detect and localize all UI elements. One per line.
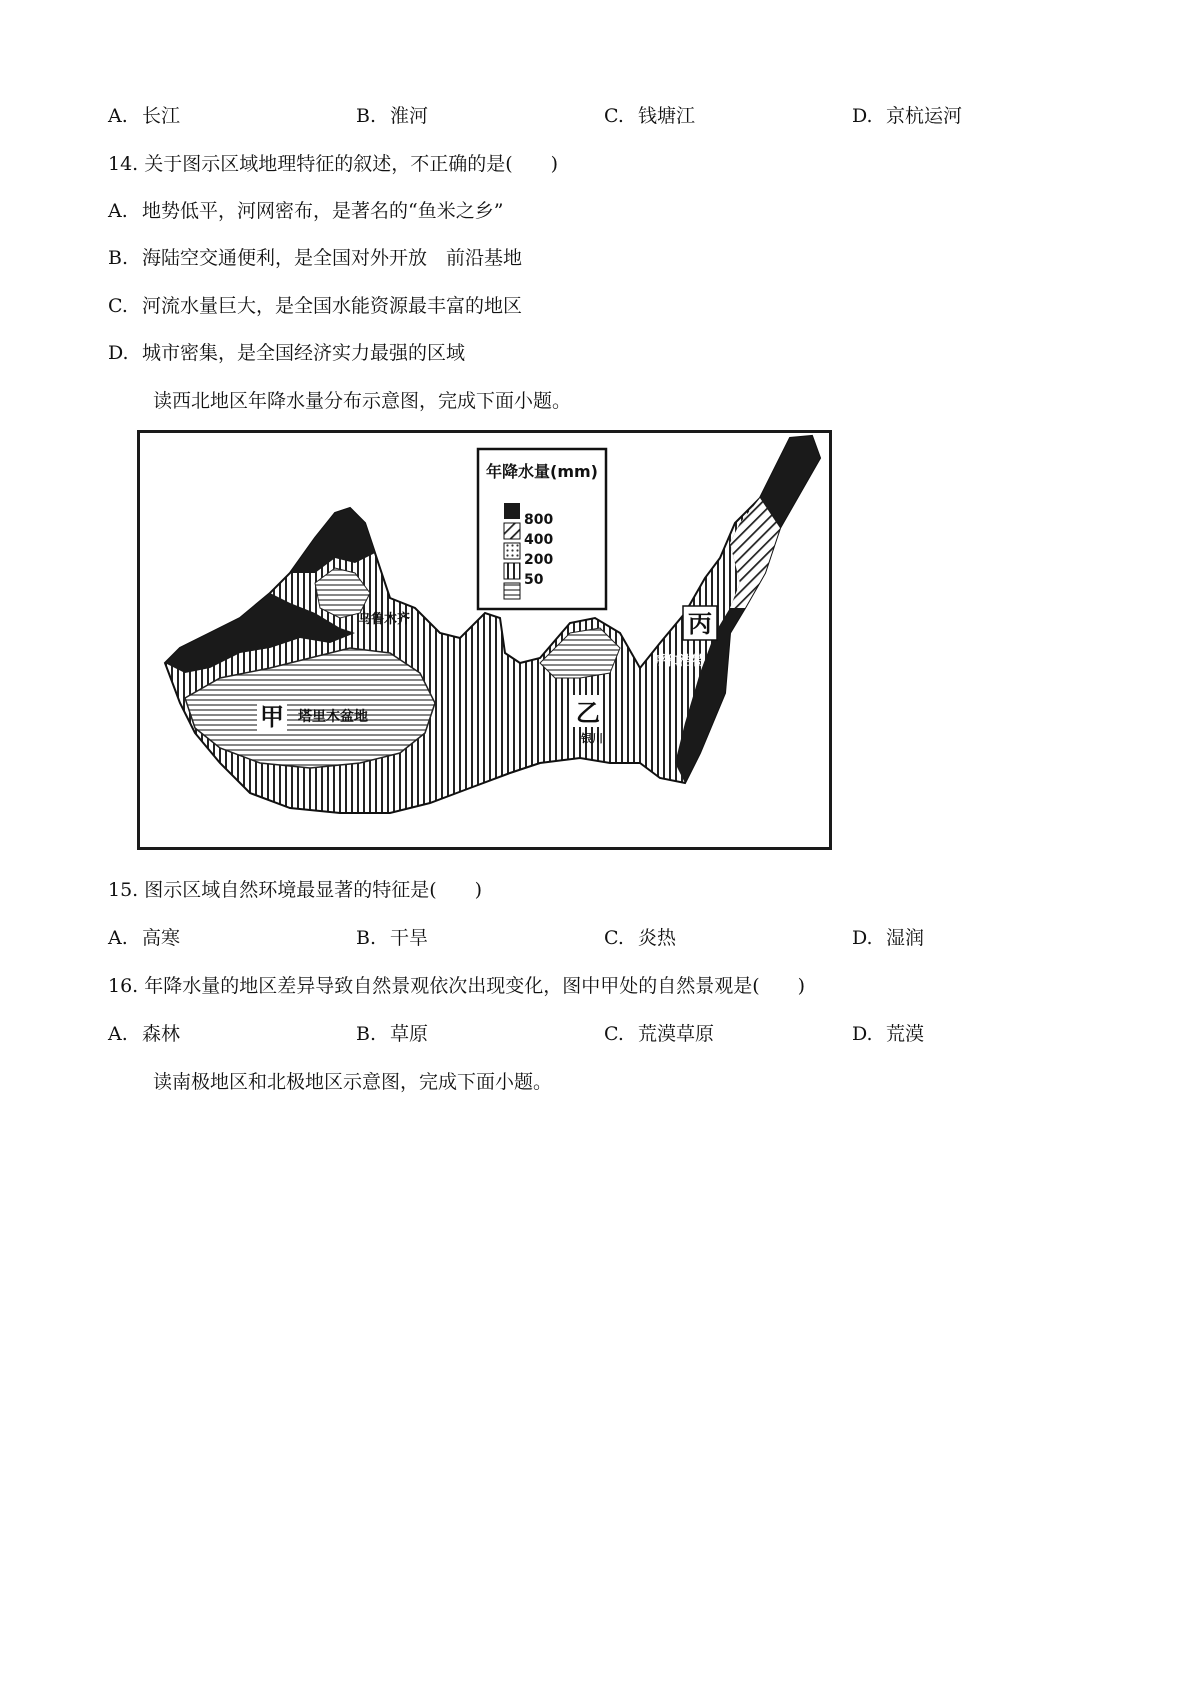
q16-option-c[interactable]: C. 荒漠草原: [604, 1023, 715, 1045]
q13-option-a[interactable]: A. 长江: [108, 105, 181, 127]
intro-polar: 读南极地区和北极地区示意图，完成下面小题。: [153, 1071, 553, 1093]
legend-value-200: 200: [524, 552, 554, 568]
q16-option-d[interactable]: D. 荒漠: [852, 1023, 925, 1045]
q16-option-a[interactable]: A. 森林: [108, 1023, 181, 1045]
legend-swatch-50: [504, 563, 520, 579]
legend-title: 年降水量(mm): [486, 462, 598, 481]
label-bing: 丙: [688, 610, 712, 638]
q15-option-a[interactable]: A. 高寒: [108, 927, 181, 949]
region-alxa-desert: [540, 628, 620, 678]
q16-option-b[interactable]: B. 草原: [356, 1023, 429, 1045]
legend-swatch-below-50: [504, 583, 520, 599]
precipitation-map: [137, 430, 832, 850]
q14-option-a[interactable]: A. 地势低平，河网密布，是著名的“鱼米之乡”: [108, 200, 504, 222]
label-yi: 乙: [576, 699, 600, 727]
label-yinchuan: 银川: [581, 732, 603, 745]
q15-option-d[interactable]: D. 湿润: [852, 927, 925, 949]
q13-option-b[interactable]: B. 淮河: [356, 105, 429, 127]
q15-option-c[interactable]: C. 炎热: [604, 927, 677, 949]
label-tarim-basin: 塔里木盆地: [298, 709, 368, 725]
map-graphic: [140, 433, 829, 847]
label-urumqi: 乌鲁木齐: [358, 612, 411, 627]
label-jia: 甲: [260, 703, 284, 731]
q16-stem: 16. 年降水量的地区差异导致自然景观依次出现变化，图中甲处的自然景观是( ): [108, 975, 806, 997]
legend-swatch-400: [504, 523, 520, 539]
q13-option-c[interactable]: C. 钱塘江: [604, 105, 696, 127]
legend-swatch-200: [504, 543, 520, 559]
legend-swatch-800: [504, 503, 520, 519]
legend-value-50: 50: [524, 572, 544, 588]
q14-option-d[interactable]: D. 城市密集，是全国经济实力最强的区域: [108, 342, 466, 364]
q13-options: [108, 104, 1068, 128]
q14-option-b[interactable]: B. 海陆空交通便利，是全国对外开放 前沿基地: [108, 247, 523, 269]
q15-stem: 15. 图示区域自然环境最显著的特征是( ): [108, 879, 483, 901]
legend-value-800: 800: [524, 512, 554, 528]
q14-stem: 14. 关于图示区域地理特征的叙述，不正确的是( ): [108, 153, 559, 175]
legend-value-400: 400: [524, 532, 554, 548]
q14-option-c[interactable]: C. 河流水量巨大，是全国水能资源最丰富的地区: [108, 295, 523, 317]
intro-northwest: 读西北地区年降水量分布示意图，完成下面小题。: [153, 390, 572, 412]
q16-options: [108, 1022, 1068, 1046]
q13-option-d[interactable]: D. 京杭运河: [852, 105, 963, 127]
q15-options: [108, 926, 1068, 950]
label-hohhot: 呼和浩特: [653, 654, 706, 669]
q15-option-b[interactable]: B. 干旱: [356, 927, 429, 949]
